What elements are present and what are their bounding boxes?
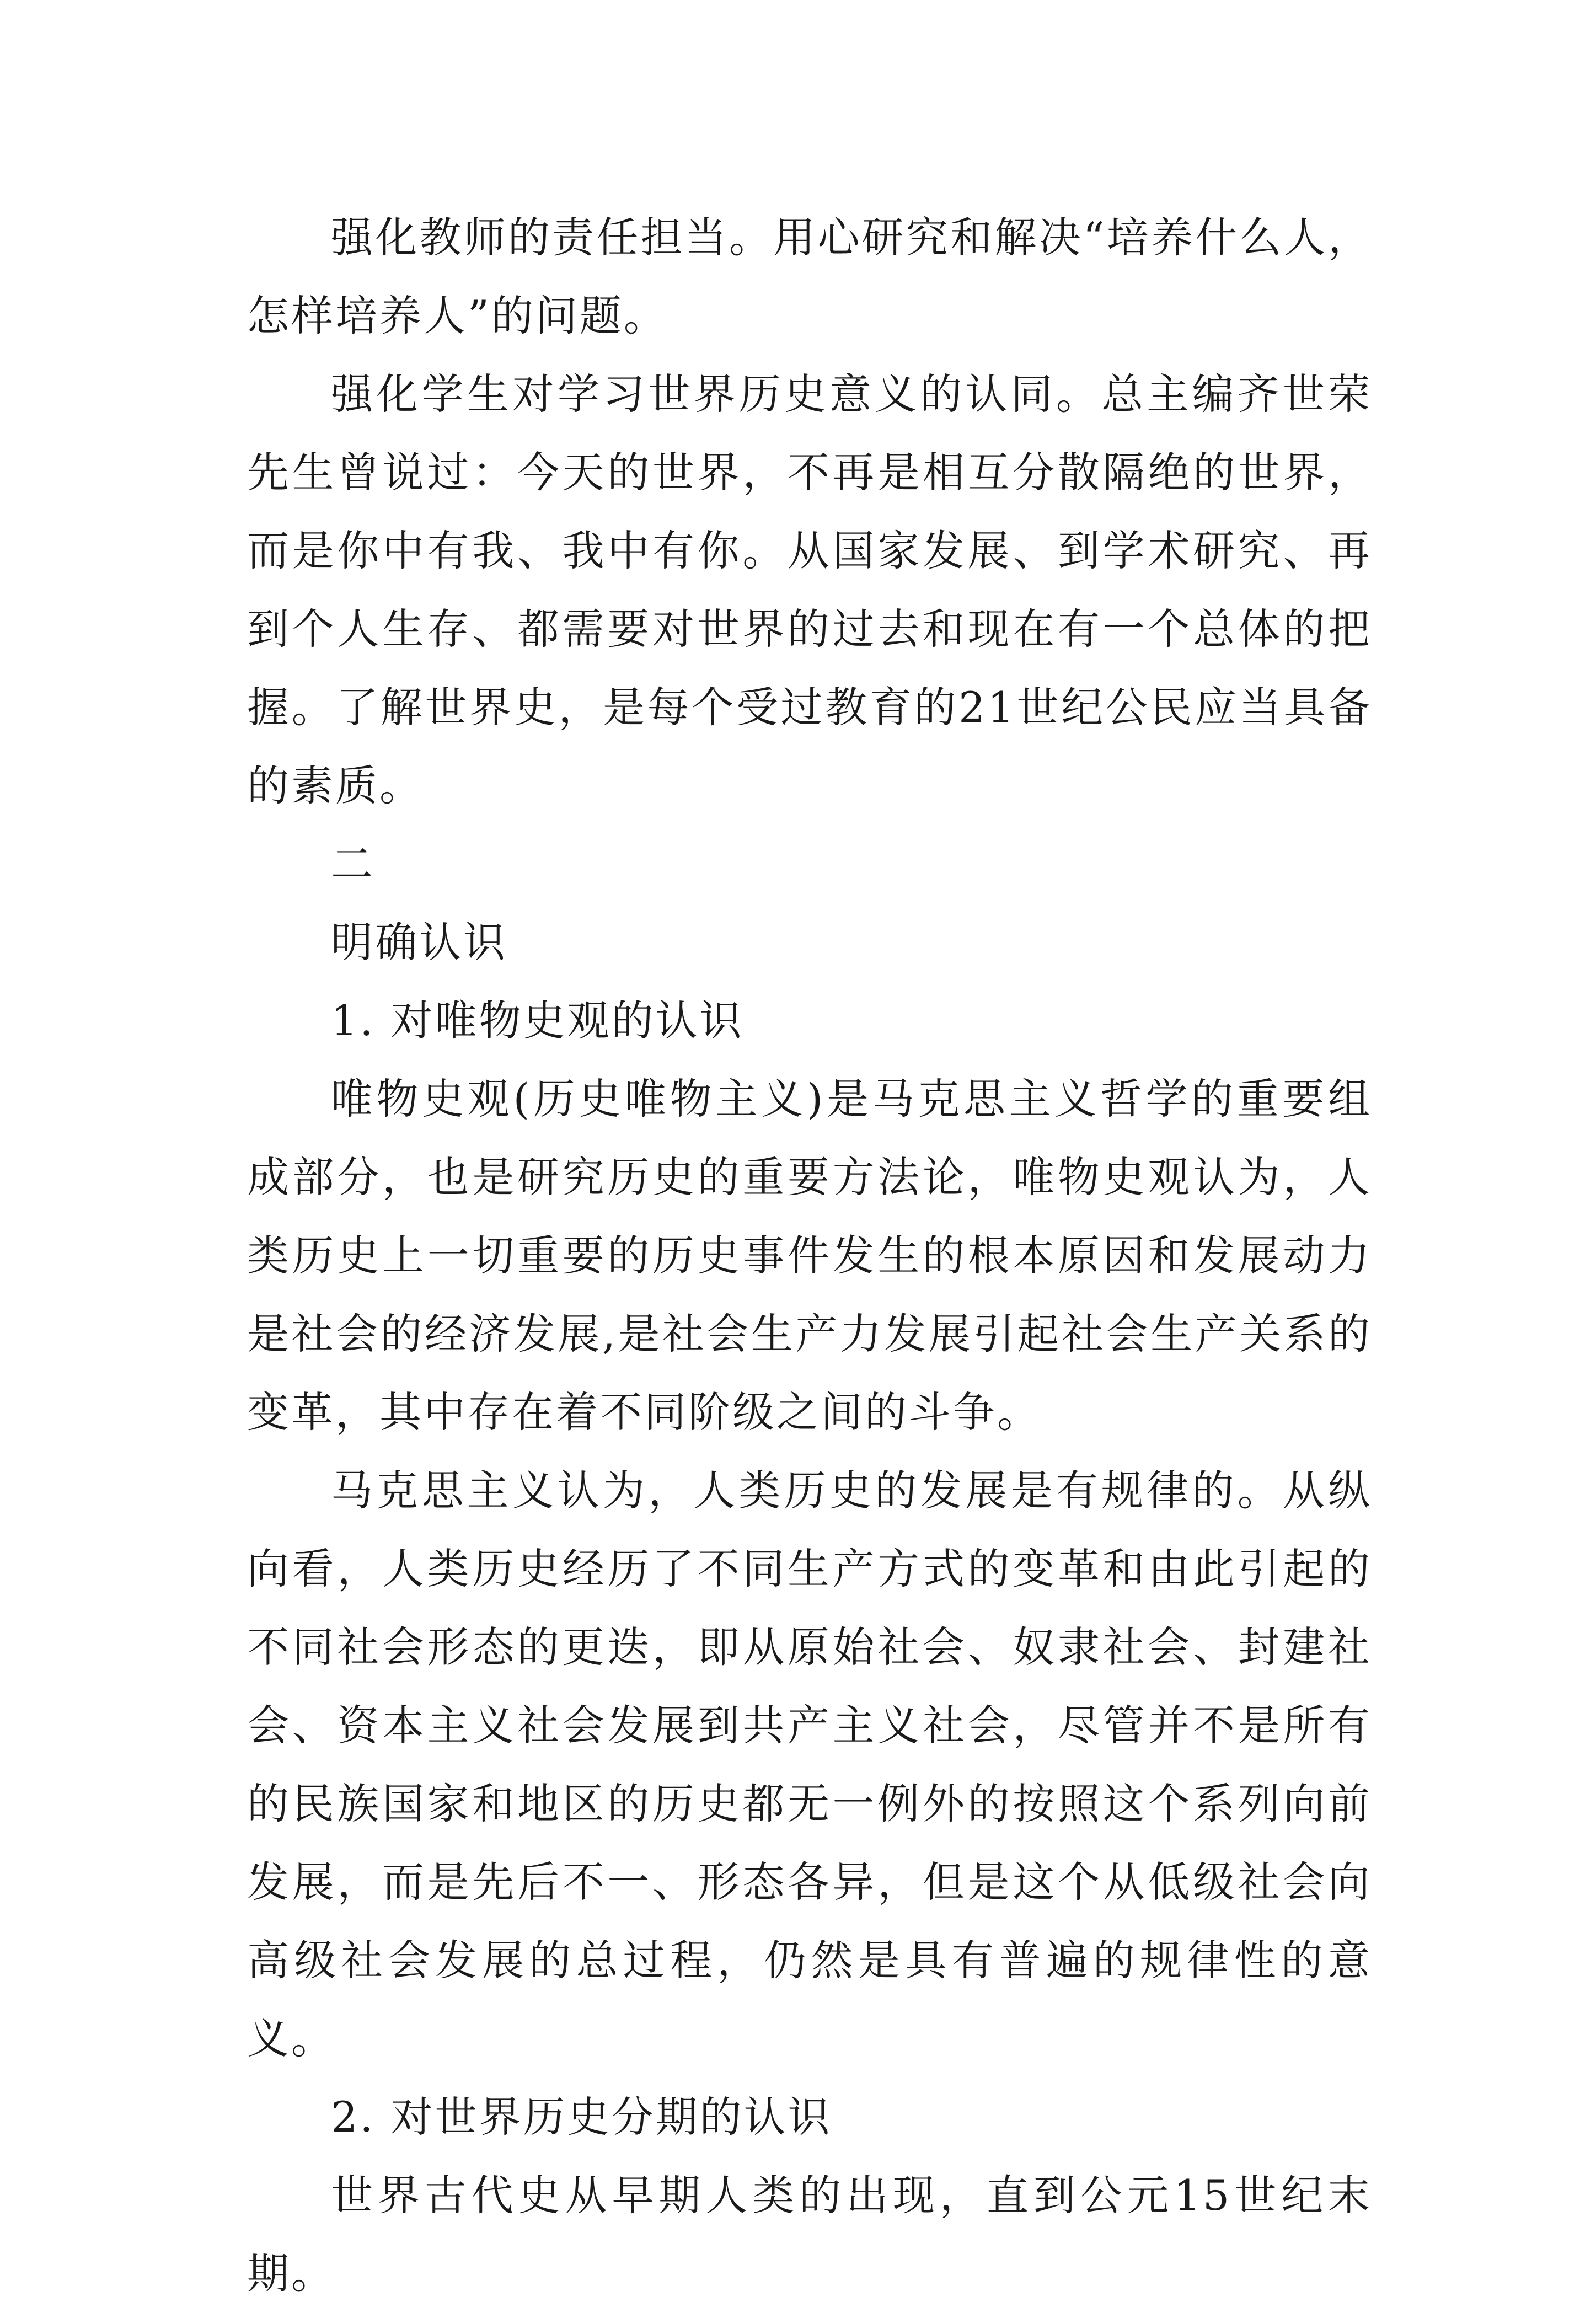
paragraph-ancient-history: 世界古代史从早期人类的出现，直到公元15世纪末期。: [247, 2171, 1372, 2298]
paragraph-historical-materialism: 唯物史观(历史唯物主义)是马克思主义哲学的重要组成部分，也是研究历史的重要方法论，唯物史观认为，人类历史上一切重要的历史事件发生的根本原因和发展动力是社会的经济发展,是社会生产力发展引起社会生产关系的变革，其中存在着不同阶级之间的斗争。: [247, 1074, 1372, 1437]
paragraph-marxism-laws: 马克思主义认为，人类历史的发展是有规律的。从纵向看，人类历史经历了不同生产方式的变革和由此引起的不同社会形态的更迭，即从原始社会、奴隶社会、封建社会、资本主义社会发展到共产主义社会，尽管并不是所有的民族国家和地区的历史都无一例外的按照这个系列向前发展，而是先后不一、形态各异，但是这个从低级社会向高级社会发展的总过程，仍然是具有普遍的规律性的意义。: [247, 1466, 1372, 2063]
paragraph-student-recognition: 强化学生对学习世界历史意义的认同。总主编齐世荣先生曾说过：今天的世界，不再是相互分散隔绝的世界，而是你中有我、我中有你。从国家发展、到学术研究、再到个人生存、都需要对世界的过去和现在有一个总体的把握。了解世界史，是每个受过教育的21世纪公民应当具备的素质。: [247, 370, 1372, 810]
section-title: 明确认识: [331, 918, 507, 967]
document-body: [247, 199, 1372, 2313]
subsection-heading-2: 2. 对世界历史分期的认识: [331, 2092, 832, 2141]
paragraph-teacher-responsibility: 强化教师的责任担当。用心研究和解决“培养什么人，怎样培养人”的问题。: [247, 213, 1372, 340]
section-number: 二: [331, 839, 375, 888]
subsection-heading-1: 1. 对唯物史观的认识: [331, 996, 744, 1045]
